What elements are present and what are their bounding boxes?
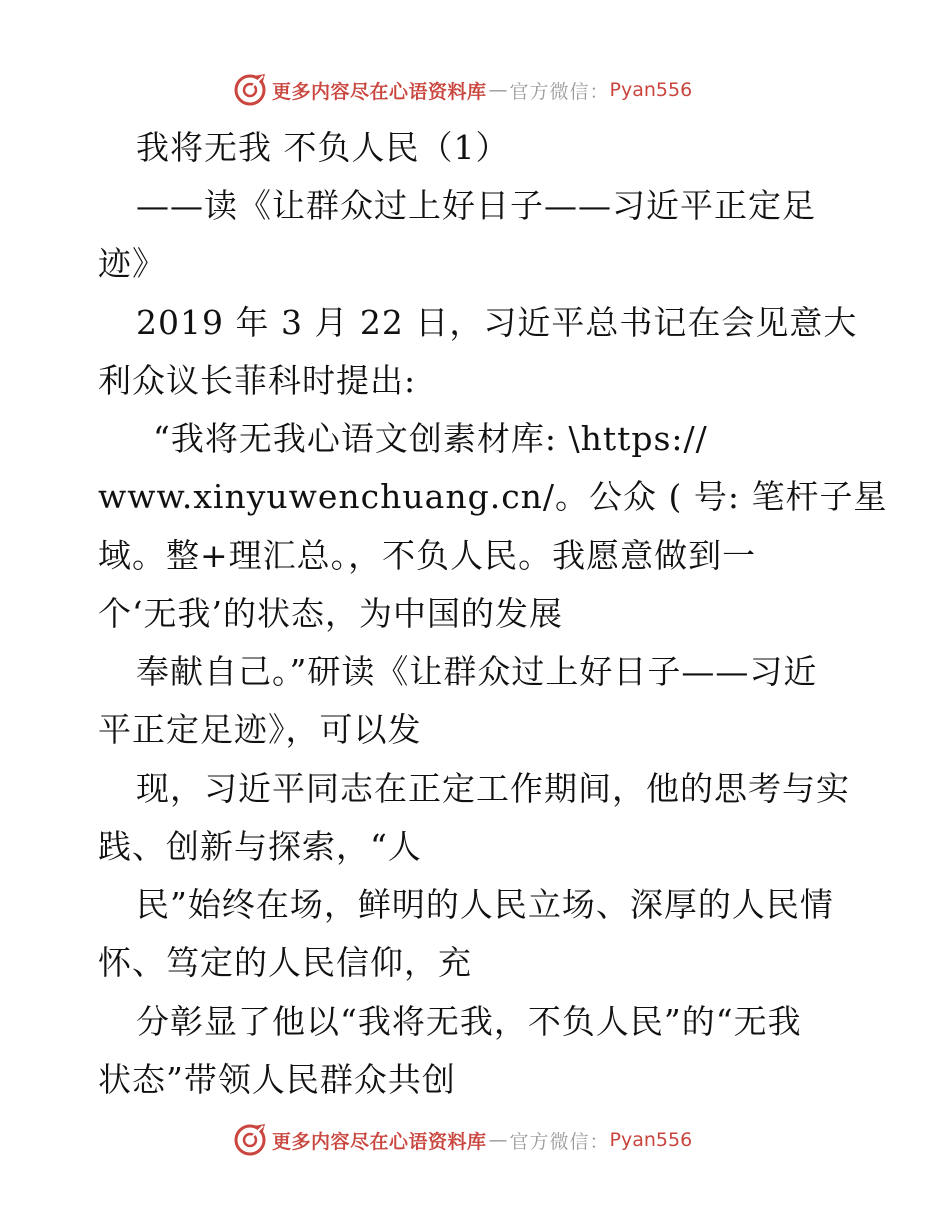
paragraph-line: 践、创新与探索，“人 [98,827,422,866]
document-subtitle-cont: 迹》 [98,244,166,283]
document-title: 我将无我 不负人民（1） [136,128,510,167]
banner-wechat-label: 官方微信： [509,1130,610,1153]
pen-logo-icon [232,1122,268,1158]
paragraph-line: 分彰显了他以“我将无我，不负人民”的“无我 [136,1002,802,1041]
header-banner [232,70,692,110]
paragraph-line: 平正定足迹》，可以发 [98,710,422,749]
banner-wechat-id: Pyan556 [609,79,693,101]
paragraph-line: 个‘无我’的状态，为中国的发展 [98,594,563,633]
banner-dash: — [488,1129,508,1151]
paragraph-line: 域。整+理汇总。，不负人民。我愿意做到一 [98,536,757,575]
banner-wechat-label: 官方微信： [509,80,610,103]
banner-wechat-id: Pyan556 [609,1129,693,1151]
paragraph-line: 现，习近平同志在正定工作期间，他的思考与实 [136,769,850,808]
paragraph-line: www.xinyuwenchuang.cn/。公众 ( 号: 笔杆子星 [98,477,888,516]
paragraph-line: “我将无我心语文创素材库: \https:// [153,419,708,458]
paragraph-line: 民”始终在场，鲜明的人民立场、深厚的人民情 [136,885,834,924]
paragraph-line: 奉献自己。”研读《让群众过上好日子——习近 [136,652,818,691]
banner-title: 更多内容尽在心语资料库 [272,1130,487,1153]
banner-title: 更多内容尽在心语资料库 [272,80,487,103]
paragraph-line: 怀、笃定的人民信仰，充 [98,943,472,982]
paragraph-line: 2019 年 3 月 22 日，习近平总书记在会见意大 [136,303,858,342]
footer-banner [232,1120,692,1160]
paragraph-line: 状态”带领人民群众共创 [98,1060,456,1099]
pen-logo-icon [232,72,268,108]
paragraph-line: 利众议长菲科时提出: [98,361,417,400]
banner-dash: — [488,79,508,101]
document-subtitle: ——读《让群众过上好日子——习近平正定足 [136,186,816,225]
